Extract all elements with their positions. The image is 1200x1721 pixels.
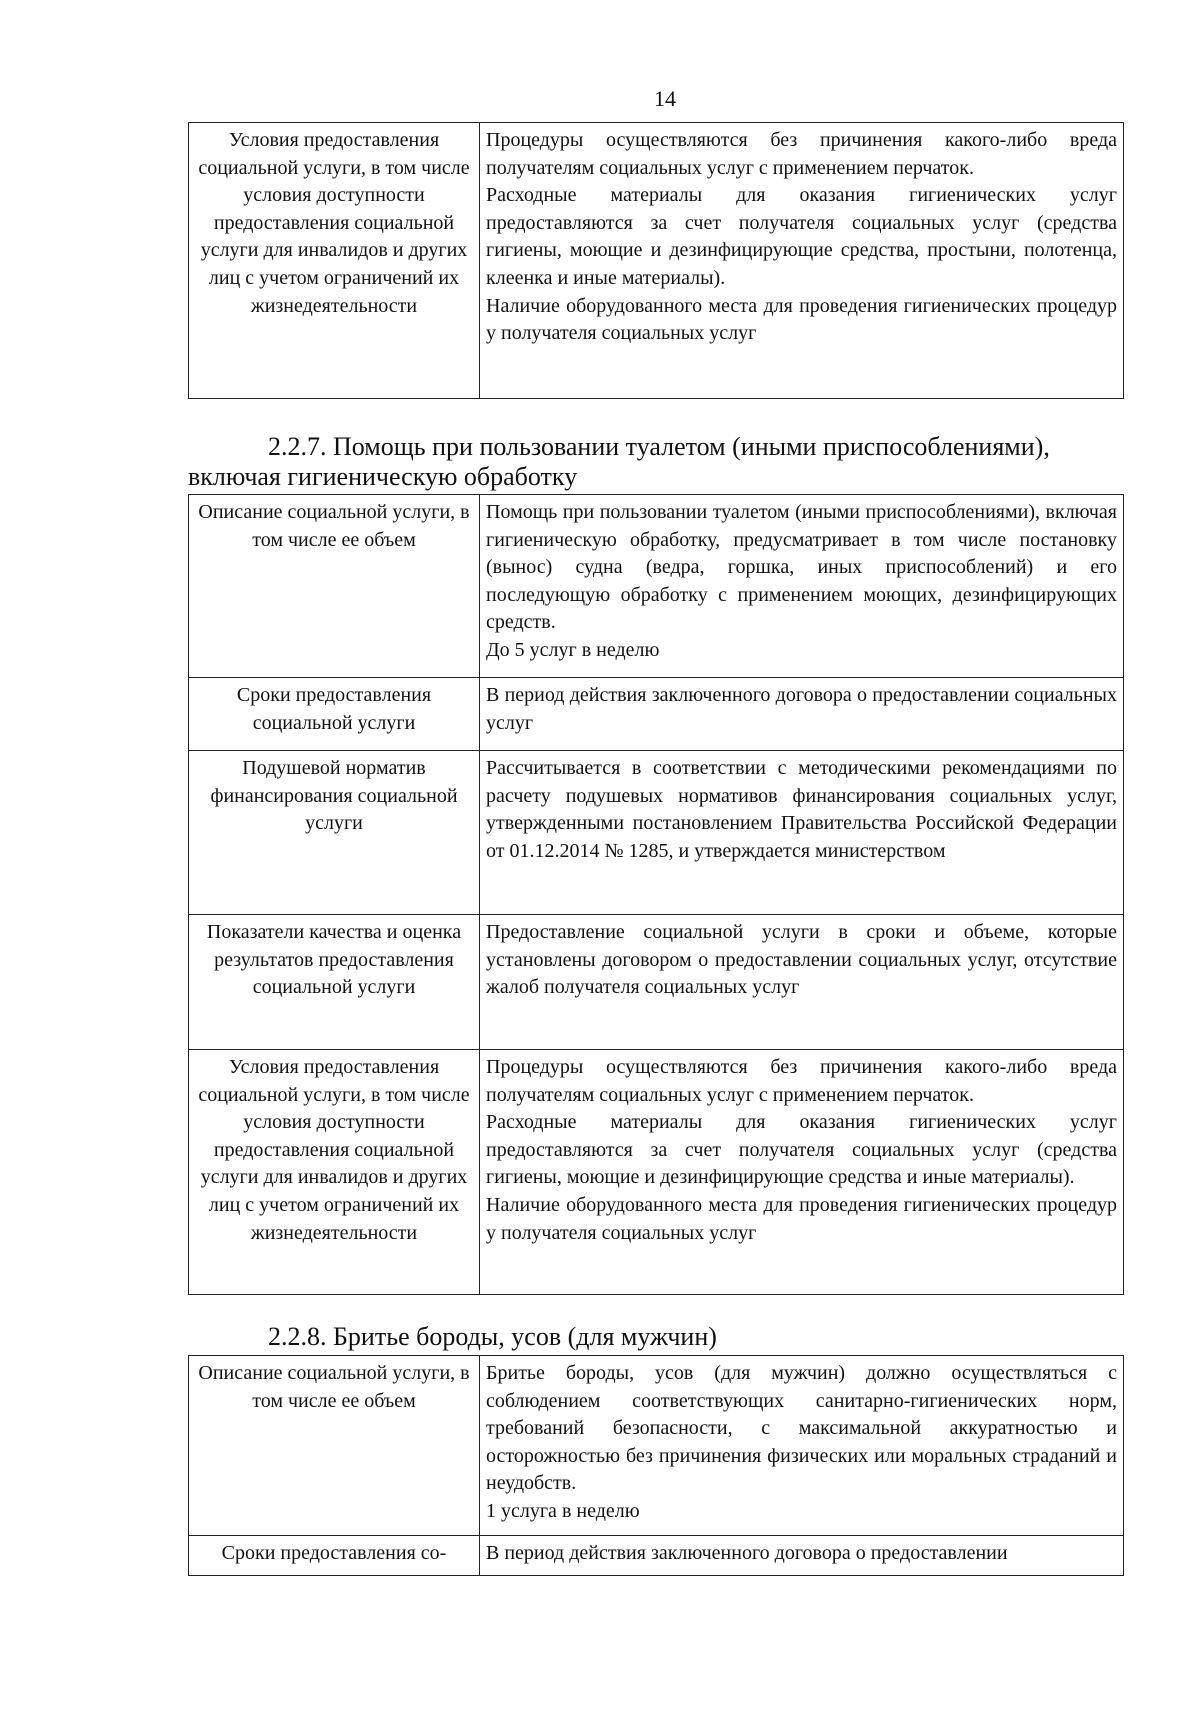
table-row xyxy=(189,1050,1124,1295)
paragraph: Наличие оборудованного места для проведения гигиенических процедур у получателя социальных услуг xyxy=(486,294,1117,345)
row-label: Показатели качества и оценка результатов предоставления социальной услуги xyxy=(189,915,480,1050)
services-table-2-2-7 xyxy=(188,494,1124,1295)
table-row xyxy=(189,678,1124,751)
row-label: Подушевой норматив финансирования социальной услуги xyxy=(189,751,480,915)
page-number: 14 xyxy=(654,86,676,111)
row-value xyxy=(480,751,1124,915)
section-heading-2-2-7 xyxy=(188,432,1124,492)
paragraph: Расходные материалы для оказания гигиенических услуг предоставляются за счет получателя социальных услуг (средства гигиены, моющие и дезинфицирующие средства, простыни, полотенца, клеенка и иные материалы). xyxy=(486,184,1117,289)
row-label: Описание социальной услуги, в том числе ее объем xyxy=(189,1356,480,1536)
paragraph: Помощь при пользовании туалетом (иными приспособлениями), включая гигиеническую обработку, предусматривает в том числе постановку (вынос) судна (ведра, горшка, иных приспособлений) и его последующую обработку с применением моющих, дезинфицирующих средств. xyxy=(486,501,1117,634)
row-label: Сроки предоставления со- xyxy=(189,1536,480,1576)
row-label: Описание социальной услуги, в том числе ее объем xyxy=(189,495,480,678)
paragraph: До 5 услуг в неделю xyxy=(486,638,660,661)
heading-line: 2.2.7. Помощь при пользовании туалетом (иными приспособлениями), xyxy=(268,432,1050,461)
row-value xyxy=(480,1050,1124,1295)
table-row xyxy=(189,1536,1124,1576)
paragraph: В период действия заключенного договора о предоставлении социальных услуг xyxy=(486,684,1117,734)
services-table-continued xyxy=(188,122,1124,399)
row-label: Условия предоставления социальной услуги, в том числе условия доступности предоставления социальной услуги для инвалидов и других лиц с учетом ограничений их жизнедеятельности xyxy=(189,123,480,399)
row-value xyxy=(480,915,1124,1050)
table-row xyxy=(189,495,1124,678)
paragraph: Наличие оборудованного места для проведения гигиенических процедур у получателя социальных услуг xyxy=(486,1193,1117,1244)
table-row xyxy=(189,751,1124,915)
paragraph: Рассчитывается в соответствии с методическими рекомендациями по расчету подушевых нормативов финансирования социальных услуг, утвержденными постановлением Правительства Российской Федерации от 01.12.2014 № 1285, и утверждается министерством xyxy=(486,757,1117,862)
table-row xyxy=(189,915,1124,1050)
paragraph: Бритье бороды, усов (для мужчин) должно осуществляться с соблюдением соответствующих санитарно-гигиенических норм, требований безопасности, с максимальной аккуратностью и осторожностью без причинения физических или моральных страданий и неудобств. xyxy=(486,1362,1117,1495)
paragraph: Процедуры осуществляются без причинения какого-либо вреда получателям социальных услуг с применением перчаток. xyxy=(486,1056,1117,1106)
paragraph: Процедуры осуществляются без причинения какого-либо вреда получателям социальных услуг с применением перчаток. xyxy=(486,129,1117,179)
row-label: Сроки предоставления социальной услуги xyxy=(189,678,480,751)
table-row xyxy=(189,123,1124,399)
row-value xyxy=(480,678,1124,751)
row-label: Условия предоставления социальной услуги, в том числе условия доступности предоставления социальной услуги для инвалидов и других лиц с учетом ограничений их жизнедеятельности xyxy=(189,1050,480,1295)
paragraph: Предоставление социальной услуги в сроки и объеме, которые установлены договором о предоставлении социальных услуг, отсутствие жалоб получателя социальных услуг xyxy=(486,921,1117,999)
paragraph: В период действия заключенного договора о предоставлении xyxy=(486,1542,1008,1564)
row-value xyxy=(480,123,1124,399)
table-row xyxy=(189,1356,1124,1536)
heading-line: включая гигиеническую обработку xyxy=(188,462,578,491)
services-table-2-2-8 xyxy=(188,1355,1124,1576)
heading-line: 2.2.8. Бритье бороды, усов (для мужчин) xyxy=(268,1322,717,1351)
row-value xyxy=(480,1536,1124,1576)
paragraph: 1 услуга в неделю xyxy=(486,1499,640,1522)
paragraph: Расходные материалы для оказания гигиенических услуг предоставляются за счет получателя социальных услуг (средства гигиены, моющие и дезинфицирующие средства и иные материалы). xyxy=(486,1111,1117,1189)
row-value xyxy=(480,495,1124,678)
row-value xyxy=(480,1356,1124,1536)
section-heading-2-2-8 xyxy=(188,1322,1124,1352)
